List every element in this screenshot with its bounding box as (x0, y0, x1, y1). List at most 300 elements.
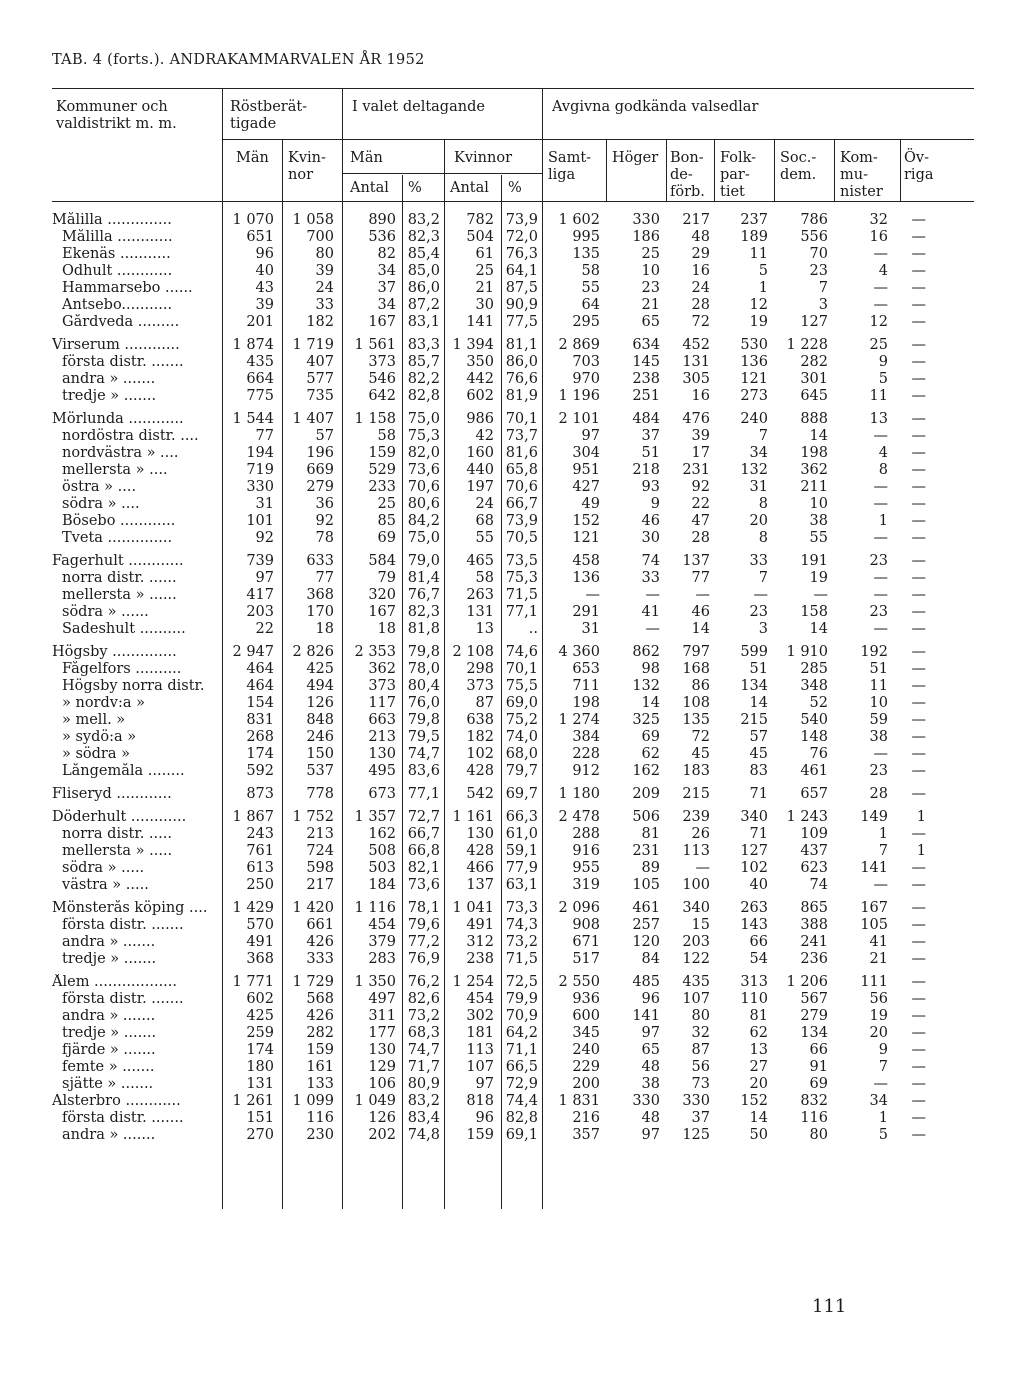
table-cell: 70,6 (505, 479, 538, 495)
table-cell: 71,1 (505, 1042, 538, 1058)
table-cell: 34 (749, 445, 768, 461)
table-cell: 141 (466, 314, 494, 330)
table-cell: 202 (368, 1127, 396, 1143)
table-cell: 504 (466, 229, 494, 245)
table-cell: 68,0 (505, 746, 538, 762)
table-cell: 71,5 (505, 951, 538, 967)
table-cell: 1 (878, 1110, 888, 1126)
district-name: Ålem .................. (52, 974, 178, 990)
table-cell: 4 (878, 445, 888, 461)
table-cell: — (911, 1042, 926, 1058)
table-cell: 69 (377, 530, 396, 546)
table-cell: 600 (572, 1008, 600, 1024)
table-cell: 149 (860, 809, 888, 825)
row-group (52, 809, 952, 894)
table-row (52, 462, 952, 479)
table-cell: 161 (306, 1059, 334, 1075)
table-cell: 167 (368, 314, 396, 330)
table-cell: 32 (869, 212, 888, 228)
table-cell: 130 (368, 746, 396, 762)
table-cell: 311 (368, 1008, 396, 1024)
district-name: Mönsterås köping .... (52, 900, 208, 916)
table-cell: 28 (691, 530, 710, 546)
table-cell: 1 910 (786, 644, 828, 660)
table-cell: 1 041 (452, 900, 494, 916)
table-cell: 45 (749, 746, 768, 762)
table-cell: 384 (572, 729, 600, 745)
table-cell: 11 (869, 678, 888, 694)
table-row (52, 1008, 952, 1025)
table-cell: 537 (306, 763, 334, 779)
table-cell: 198 (800, 445, 828, 461)
table-cell: 148 (800, 729, 828, 745)
table-cell: 497 (368, 991, 396, 1007)
table-cell: 56 (691, 1059, 710, 1075)
table-cell: 87,5 (505, 280, 538, 296)
table-cell: 159 (306, 1042, 334, 1058)
table-cell: 11 (869, 388, 888, 404)
table-cell: 65 (641, 1042, 660, 1058)
table-cell: 85,7 (407, 354, 440, 370)
table-cell: 72,5 (505, 974, 538, 990)
table-row (52, 354, 952, 371)
table-row (52, 587, 952, 604)
table-cell: 41 (869, 934, 888, 950)
table-cell: — (911, 644, 926, 660)
table-cell: — (911, 371, 926, 387)
district-name: norra distr. ...... (62, 570, 177, 586)
table-cell: 121 (740, 371, 768, 387)
table-cell: 17 (691, 445, 710, 461)
table-cell: 491 (246, 934, 274, 950)
table-cell: 12 (869, 314, 888, 330)
table-cell: 72,7 (407, 809, 440, 825)
table-cell: 76 (809, 746, 828, 762)
table-row (52, 496, 952, 513)
table-cell: 357 (572, 1127, 600, 1143)
table-row (52, 661, 952, 678)
table-cell: 167 (368, 604, 396, 620)
table-cell: — (645, 621, 660, 637)
table-cell: — (873, 621, 888, 637)
table-cell: 241 (800, 934, 828, 950)
table-cell: 33 (641, 570, 660, 586)
table-cell: 72 (691, 314, 710, 330)
district-name: Målilla ............ (62, 229, 173, 245)
table-cell: — (911, 974, 926, 990)
district-name: nordöstra distr. .... (62, 428, 199, 444)
table-row (52, 1076, 952, 1093)
table-cell: 951 (572, 462, 600, 478)
table-cell: 75,3 (505, 570, 538, 586)
table-cell: 18 (315, 621, 334, 637)
table-cell: 136 (740, 354, 768, 370)
table-cell: 30 (641, 530, 660, 546)
district-name: Hammarsebo ...... (62, 280, 193, 296)
table-cell: 177 (368, 1025, 396, 1041)
table-cell: 86,0 (505, 354, 538, 370)
table-cell: 461 (632, 900, 660, 916)
table-cell: 428 (466, 843, 494, 859)
table-cell: 25 (869, 337, 888, 353)
table-cell: 818 (466, 1093, 494, 1109)
table-cell: 263 (740, 900, 768, 916)
table-cell: 74 (641, 553, 660, 569)
table-cell: 1 752 (292, 809, 334, 825)
table-row (52, 570, 952, 587)
header-ovriga: Öv- riga (904, 150, 934, 183)
table-cell: 888 (800, 411, 828, 427)
header-kommunister: Kom- mu- nister (840, 150, 883, 200)
table-cell: 916 (572, 843, 600, 859)
table-cell: 240 (740, 411, 768, 427)
table-cell: 1 180 (558, 786, 600, 802)
table-cell: 577 (306, 371, 334, 387)
district-name: första distr. ....... (62, 991, 184, 1007)
table-title: TAB. 4 (forts.). ANDRAKAMMARVALEN ÅR 1952 (52, 52, 425, 68)
table-cell: 70,6 (407, 479, 440, 495)
table-cell: 126 (368, 1110, 396, 1126)
table-cell: 82,3 (407, 229, 440, 245)
table-cell: 80 (315, 246, 334, 262)
table-cell: 68,3 (407, 1025, 440, 1041)
table-cell: — (911, 712, 926, 728)
district-name: nordvästra » .... (62, 445, 179, 461)
table-cell: 61,0 (505, 826, 538, 842)
table-cell: 189 (740, 229, 768, 245)
district-name: Virserum ............ (52, 337, 180, 353)
table-cell: — (873, 297, 888, 313)
table-cell: 73,9 (505, 513, 538, 529)
table-cell: — (911, 1076, 926, 1092)
district-name: västra » ..... (62, 877, 149, 893)
district-name: Ödhult ............ (62, 263, 173, 279)
table-cell: 724 (306, 843, 334, 859)
table-cell: 79,8 (407, 644, 440, 660)
table-cell: — (911, 411, 926, 427)
row-group (52, 900, 952, 968)
table-cell: 79,7 (505, 763, 538, 779)
table-cell: 735 (306, 388, 334, 404)
table-cell: 197 (466, 479, 494, 495)
table-cell: 93 (641, 479, 660, 495)
district-name: tredje » ....... (62, 951, 157, 967)
table-cell: 465 (466, 553, 494, 569)
table-cell: 1 (878, 513, 888, 529)
table-cell: 1 420 (292, 900, 334, 916)
table-cell: 136 (572, 570, 600, 586)
table-cell: 82,8 (505, 1110, 538, 1126)
table-row (52, 297, 952, 314)
table-cell: 28 (691, 297, 710, 313)
header-top-rule (52, 88, 974, 89)
table-cell: 52 (809, 695, 828, 711)
table-cell: 69,0 (505, 695, 538, 711)
table-cell: — (873, 496, 888, 512)
table-cell: 130 (466, 826, 494, 842)
table-cell: 1 429 (232, 900, 274, 916)
table-cell: 211 (800, 479, 828, 495)
table-cell: 80,6 (407, 496, 440, 512)
page-number: 111 (812, 1296, 847, 1317)
table-cell: 145 (632, 354, 660, 370)
table-cell: 85,4 (407, 246, 440, 262)
district-name: Gårdveda ......... (62, 314, 180, 330)
table-cell: 1 544 (232, 411, 274, 427)
table-cell: .. (528, 621, 538, 637)
table-row (52, 900, 952, 917)
table-cell: 25 (377, 496, 396, 512)
header-mid-rule (222, 139, 974, 140)
table-cell: 81,8 (407, 621, 440, 637)
district-name: Tveta .............. (62, 530, 173, 546)
table-cell: 568 (306, 991, 334, 1007)
table-row (52, 712, 952, 729)
table-cell: 76,7 (407, 587, 440, 603)
table-cell: 435 (246, 354, 274, 370)
table-cell: — (911, 621, 926, 637)
table-cell: 340 (682, 900, 710, 916)
table-cell: 81,6 (505, 445, 538, 461)
table-cell: 786 (800, 212, 828, 228)
table-cell: 86 (691, 678, 710, 694)
table-row (52, 1025, 952, 1042)
table-cell: 464 (246, 678, 274, 694)
table-cell: 198 (572, 695, 600, 711)
table-cell: 1 394 (452, 337, 494, 353)
table-cell: 102 (466, 746, 494, 762)
table-cell: — (873, 570, 888, 586)
table-cell: 362 (368, 661, 396, 677)
table-cell: 417 (246, 587, 274, 603)
table-cell: 85,0 (407, 263, 440, 279)
table-row (52, 1093, 952, 1110)
table-cell: 21 (475, 280, 494, 296)
table-cell: 81,9 (505, 388, 538, 404)
table-cell: 64,1 (505, 263, 538, 279)
table-cell: 64,2 (505, 1025, 538, 1041)
table-cell: 62 (749, 1025, 768, 1041)
table-cell: 73,9 (505, 212, 538, 228)
table-cell: 1 161 (452, 809, 494, 825)
table-row (52, 678, 952, 695)
table-cell: 29 (691, 246, 710, 262)
table-cell: 452 (682, 337, 710, 353)
table-cell: 196 (306, 445, 334, 461)
table-cell: 243 (246, 826, 274, 842)
table-cell: 466 (466, 860, 494, 876)
table-cell: — (585, 587, 600, 603)
table-cell: 305 (682, 371, 710, 387)
header-deltagande: I valet deltagande (352, 99, 485, 115)
col-rule-8 (714, 139, 715, 202)
table-cell: — (911, 951, 926, 967)
table-cell: 77,1 (407, 786, 440, 802)
table-cell: 540 (800, 712, 828, 728)
table-cell: 1 274 (558, 712, 600, 728)
table-cell: — (911, 354, 926, 370)
district-name: södra » .... (62, 496, 140, 512)
table-cell: 1 116 (354, 900, 396, 916)
table-cell: 152 (740, 1093, 768, 1109)
table-cell: 33 (749, 553, 768, 569)
table-cell: 74,4 (505, 1093, 538, 1109)
table-cell: — (911, 661, 926, 677)
table-cell: 24 (315, 280, 334, 296)
table-cell: 141 (632, 1008, 660, 1024)
table-cell: 295 (572, 314, 600, 330)
table-cell: 111 (860, 974, 888, 990)
table-row (52, 1042, 952, 1059)
table-cell: — (873, 280, 888, 296)
table-cell: 217 (306, 877, 334, 893)
table-cell: 74,6 (505, 644, 538, 660)
table-row (52, 746, 952, 763)
district-name: sjätte » ....... (62, 1076, 154, 1092)
table-cell: 174 (246, 1042, 274, 1058)
header-sub-rule (342, 173, 542, 174)
table-cell: 1 (916, 843, 926, 859)
table-cell: 82,6 (407, 991, 440, 1007)
table-cell: 58 (377, 428, 396, 444)
table-cell: 73,2 (505, 934, 538, 950)
table-cell: 106 (368, 1076, 396, 1092)
district-name: mellersta » ...... (62, 587, 177, 603)
table-cell: 313 (740, 974, 768, 990)
table-cell: 797 (682, 644, 710, 660)
table-cell: 279 (800, 1008, 828, 1024)
table-row (52, 371, 952, 388)
table-cell: 228 (572, 746, 600, 762)
table-cell: 7 (878, 1059, 888, 1075)
table-cell: 1 099 (292, 1093, 334, 1109)
table-row (52, 1127, 952, 1144)
table-cell: — (645, 587, 660, 603)
table-cell: 69,1 (505, 1127, 538, 1143)
table-row (52, 553, 952, 570)
table-cell: 312 (466, 934, 494, 950)
table-row (52, 411, 952, 428)
table-cell: 107 (682, 991, 710, 1007)
table-cell: 86,0 (407, 280, 440, 296)
table-cell: 71,7 (407, 1059, 440, 1075)
table-cell: — (911, 229, 926, 245)
table-cell: 129 (368, 1059, 396, 1075)
table-cell: — (911, 1110, 926, 1126)
table-cell: 239 (682, 809, 710, 825)
table-cell: — (873, 428, 888, 444)
table-cell: 231 (682, 462, 710, 478)
col-rule-11 (900, 139, 901, 202)
table-cell: 216 (572, 1110, 600, 1126)
table-cell: 388 (800, 917, 828, 933)
header-hoger: Höger (612, 150, 659, 166)
table-cell: 970 (572, 371, 600, 387)
table-cell: 1 561 (354, 337, 396, 353)
table-cell: 117 (368, 695, 396, 711)
table-cell: — (911, 604, 926, 620)
table-cell: 304 (572, 445, 600, 461)
table-cell: 213 (306, 826, 334, 842)
table-cell: 78,0 (407, 661, 440, 677)
table-cell: 912 (572, 763, 600, 779)
table-cell: — (911, 587, 926, 603)
district-name: Ekenäs ........... (62, 246, 171, 262)
table-cell: 48 (641, 1059, 660, 1075)
table-cell: 56 (869, 991, 888, 1007)
table-cell: 37 (641, 428, 660, 444)
table-cell: 34 (377, 297, 396, 313)
table-cell: 775 (246, 388, 274, 404)
table-cell: 1 831 (558, 1093, 600, 1109)
table-cell: 2 101 (558, 411, 600, 427)
table-cell: 4 (878, 263, 888, 279)
table-row (52, 951, 952, 968)
table-cell: 100 (682, 877, 710, 893)
table-cell: 133 (306, 1076, 334, 1092)
table-cell: — (911, 826, 926, 842)
table-cell: 454 (466, 991, 494, 1007)
table-cell: 495 (368, 763, 396, 779)
table-cell: 85 (377, 513, 396, 529)
table-cell: 70 (809, 246, 828, 262)
table-cell: 77,9 (505, 860, 538, 876)
table-cell: 66,8 (407, 843, 440, 859)
table-cell: 75,5 (505, 678, 538, 694)
table-cell: 109 (800, 826, 828, 842)
table-cell: 461 (800, 763, 828, 779)
table-cell: 8 (758, 496, 768, 512)
district-name: mellersta » ..... (62, 843, 173, 859)
table-cell: 40 (255, 263, 274, 279)
table-cell: 661 (306, 917, 334, 933)
table-cell: 72,0 (505, 229, 538, 245)
table-cell: — (911, 263, 926, 279)
table-cell: — (695, 860, 710, 876)
table-cell: 761 (246, 843, 274, 859)
table-cell: 31 (749, 479, 768, 495)
table-cell: 259 (246, 1025, 274, 1041)
table-cell: 105 (860, 917, 888, 933)
table-cell: 330 (632, 212, 660, 228)
table-cell: 18 (377, 621, 396, 637)
row-group (52, 974, 952, 1144)
table-cell: 10 (809, 496, 828, 512)
table-cell: 127 (800, 314, 828, 330)
table-cell: 55 (581, 280, 600, 296)
district-name: tredje » ....... (62, 388, 157, 404)
table-cell: 238 (632, 371, 660, 387)
table-cell: — (911, 1093, 926, 1109)
table-cell: 48 (691, 229, 710, 245)
table-cell: — (911, 1025, 926, 1041)
pct-rule-women (501, 175, 502, 201)
table-cell: 27 (749, 1059, 768, 1075)
table-cell: 97 (255, 570, 274, 586)
table-body (52, 212, 952, 1150)
district-name: östra » .... (62, 479, 137, 495)
table-cell: 995 (572, 229, 600, 245)
table-cell: 126 (306, 695, 334, 711)
table-cell: 454 (368, 917, 396, 933)
table-cell: — (873, 479, 888, 495)
table-cell: 82,1 (407, 860, 440, 876)
table-cell: 379 (368, 934, 396, 950)
table-cell: 72,9 (505, 1076, 538, 1092)
table-cell: 134 (740, 678, 768, 694)
table-cell: 107 (466, 1059, 494, 1075)
table-cell: 634 (632, 337, 660, 353)
